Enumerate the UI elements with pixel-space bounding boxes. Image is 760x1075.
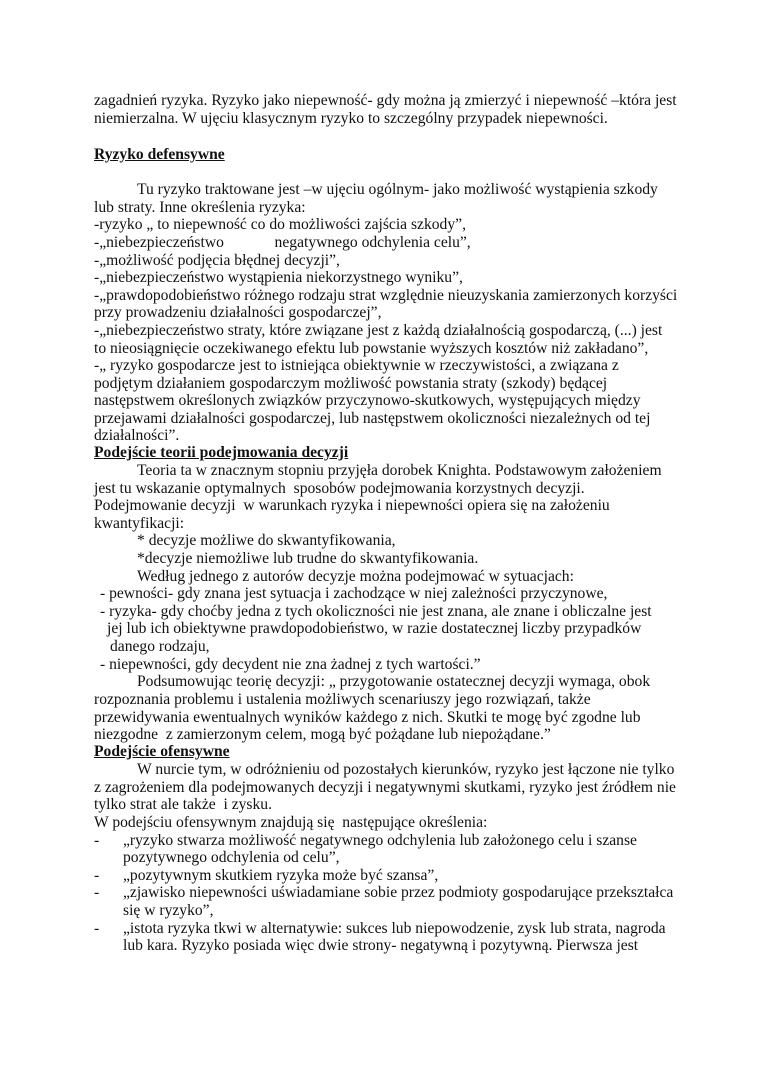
text-line: W podejściu ofensywnym znajdują się następujące określenia: xyxy=(94,814,488,831)
text-line: Teoria ta w znacznym stopniu przyjęła dorobek Knighta. Podstawowym założeniem xyxy=(137,462,662,479)
text-line: przewidywania ewentualnych wyników każdego z nich. Skutki te mogę być zgodne lub xyxy=(94,709,641,726)
text-line: W nurcie tym, w odróżnieniu od pozostałych kierunków, ryzyko jest łączone nie tylko xyxy=(137,761,675,778)
text-line: przy prowadzeniu działalności gospodarczej”, xyxy=(94,304,382,321)
list-item: *decyzje niemożliwe lub trudne do skwantyfikowania. xyxy=(137,550,479,567)
text-line: jej lub ich obiektywne prawdopodobieństwo, w razie dostatecznej liczby przypadków xyxy=(107,620,642,637)
list-bullet: - xyxy=(94,884,100,901)
list-bullet: - xyxy=(94,867,100,884)
list-item: -„możliwość podjęcia błędnej decyzji”, xyxy=(94,252,340,269)
text-line: to nieosiągnięcie oczekiwanego efektu lub powstanie wyższych kosztów niż zakładano”, xyxy=(94,340,649,357)
list-item: -„ ryzyko gospodarcze jest to istniejąca obiektywnie w rzeczywistości, a związana z xyxy=(94,357,619,374)
text-line: Podejmowanie decyzji w warunkach ryzyka i niepewności opiera się na założeniu xyxy=(94,497,610,514)
text-line: rozpoznania problemu i ustalenia możliwych scenariuszy jego rozwiązań, także xyxy=(94,691,591,708)
list-item: - niepewności, gdy decydent nie zna żadnej z tych wartości.” xyxy=(100,656,481,673)
list-item: -ryzyko „ to niepewność co do możliwości zajścia szkody”, xyxy=(94,216,466,233)
list-item: „pozytywnym skutkiem ryzyka może być szansa”, xyxy=(123,867,439,884)
list-item: -„prawdopodobieństwo różnego rodzaju strat względnie nieuzyskania zamierzonych korzyści xyxy=(94,287,678,304)
text-line: niezgodne z zamierzonym celem, mogą być pożądane lub niepożądane.” xyxy=(94,726,551,743)
text-line: z zagrożeniem dla podejmowanych decyzji i negatywnymi skutkami, ryzyko jest źródłem nie xyxy=(94,779,676,796)
section-heading-decision-theory: Podejście teorii podejmowania decyzji xyxy=(94,444,349,461)
text-line: lub straty. Inne określenia ryzyka: xyxy=(94,199,306,216)
text-line: działalności”. xyxy=(94,427,180,444)
text-line: danego rodzaju, xyxy=(110,638,210,655)
text-line: Podsumowując teorię decyzji: „ przygotowanie ostatecznej decyzji wymaga, obok xyxy=(137,673,651,690)
list-item: „zjawisko niepewności uświadamiane sobie przez podmioty gospodarujące przekształca xyxy=(123,884,674,901)
text-line: następstwem określonych związków przyczynowo-skutkowych, występujących między xyxy=(94,392,641,409)
text-line: zagadnień ryzyka. Ryzyko jako niepewność- gdy można ją zmierzyć i niepewność –która jest xyxy=(94,92,677,109)
list-bullet: - xyxy=(94,920,100,937)
text-line: się w ryzyko”, xyxy=(123,902,214,919)
text-line: Tu ryzyko traktowane jest –w ujęciu ogólnym- jako możliwość wystąpienia szkody xyxy=(137,181,658,198)
list-item: * decyzje możliwe do skwantyfikowania, xyxy=(137,532,396,549)
list-item: „ryzyko stwarza możliwość negatywnego odchylenia lub założonego celu i szanse xyxy=(123,832,637,849)
text-line: tylko strat ale także i zysku. xyxy=(94,796,272,813)
list-bullet: - xyxy=(94,832,100,849)
list-item: - pewności- gdy znana jest sytuacja i zachodzące w niej zależności przyczynowe, xyxy=(100,585,608,602)
list-item: -„niebezpieczeństwo wystąpienia niekorzystnego wyniku”, xyxy=(94,269,463,286)
text-line: pozytywnego odchylenia od celu”, xyxy=(123,849,340,866)
text-line: kwantyfikacji: xyxy=(94,515,185,532)
text-line: jest tu wskazanie optymalnych sposobów podejmowania korzystnych decyzji. xyxy=(94,480,585,497)
list-item: -„niebezpieczeństwo straty, które związane jest z każdą działalnością gospodarczą, (...) jest xyxy=(94,322,663,339)
text-line: podjętym działaniem gospodarczym możliwość powstania straty (szkody) będącej xyxy=(94,375,608,392)
list-item: -„niebezpieczeństwo negatywnego odchylenia celu”, xyxy=(94,234,471,251)
text-line: przejawami działalności gospodarczej, lub następstwem okoliczności niezależnych od tej xyxy=(94,410,651,427)
text-line: niemierzalna. W ujęciu klasycznym ryzyko to szczególny przypadek niepewności. xyxy=(94,110,608,127)
text-line: Według jednego z autorów decyzje można podejmować w sytuacjach: xyxy=(137,568,574,585)
section-heading-offensive: Podejście ofensywne xyxy=(94,743,230,760)
section-heading-defensive: Ryzyko defensywne xyxy=(94,146,225,163)
list-item: „istota ryzyka tkwi w alternatywie: sukces lub niepowodzenie, zysk lub strata, nagroda xyxy=(123,920,666,937)
list-item: - ryzyka- gdy choćby jedna z tych okoliczności nie jest znana, ale znane i obliczalne jest xyxy=(100,603,652,620)
text-line: lub kara. Ryzyko posiada więc dwie strony- negatywną i pozytywną. Pierwsza jest xyxy=(123,937,639,954)
